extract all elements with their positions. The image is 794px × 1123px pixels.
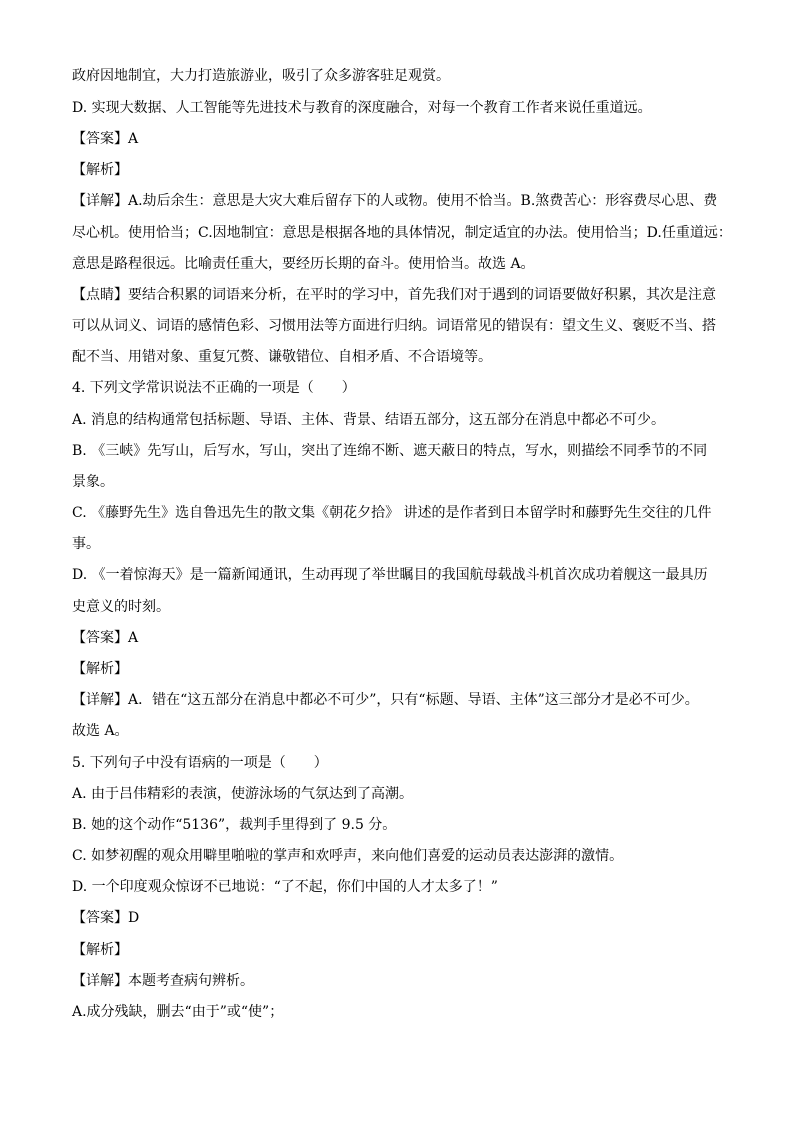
q4-option-d-1: D. 《一着惊海天》是一篇新闻通讯，生动再现了举世瞩目的我国航母载战斗机首次成功着舰这一最具历 [72, 567, 708, 583]
q5-option-c: C. 如梦初醒的观众用噼里啪啦的掌声和欢呼声，来向他们喜爱的运动员表达澎湃的激情。 [72, 848, 624, 864]
answer-label: 【答案】A [72, 131, 139, 147]
q4-analysis-label: 【解析】 [72, 661, 128, 677]
q4-option-d-2: 史意义的时刻。 [72, 599, 170, 615]
question-4: 4. 下列文学常识说法不正确的一项是（ ） [72, 380, 356, 396]
q4-option-b-2: 景象。 [72, 474, 114, 490]
q5-answer-label: 【答案】D [72, 910, 140, 926]
q5-option-d: D. 一个印度观众惊讶不已地说：“了不起，你们中国的人才太多了！” [72, 879, 498, 895]
q4-answer-label: 【答案】A [72, 630, 139, 646]
analysis-label: 【解析】 [72, 162, 128, 178]
tip-line-2: 可以从词义、词语的感情色彩、习惯用法等方面进行归纳。词语常见的错误有：望文生义、褒贬不当、搭 [72, 318, 716, 334]
detail-line-1: 【详解】A.劫后余生：意思是大灾大难后留存下的人或物。使用不恰当。B.煞费苦心：形容费尽心思、费 [72, 193, 718, 209]
q5-option-b: B. 她的这个动作“5136”，裁判手里得到了 9.5 分。 [72, 817, 397, 833]
detail-line-3: 意思是路程很远。比喻责任重大，要经历长期的奋斗。使用恰当。故选 A。 [72, 256, 535, 272]
text-line-1: 政府因地制宜，大力打造旅游业，吸引了众多游客驻足观赏。 [72, 68, 450, 84]
tip-line-3: 配不当、用错对象、重复冗赘、谦敬错位、自相矛盾、不合语境等。 [72, 349, 492, 365]
q5-option-a: A. 由于吕伟精彩的表演，使游泳场的气氛达到了高潮。 [72, 786, 414, 802]
q4-option-c-2: 事。 [72, 536, 100, 552]
q4-detail-line-2: 故选 A。 [72, 723, 129, 739]
q4-option-c-1: C. 《藤野先生》选自鲁迅先生的散文集《朝花夕拾》 讲述的是作者到日本留学时和藤野先生交往的几件 [72, 505, 712, 521]
q5-detail-line-1: 【详解】本题考查病句辨析。 [72, 973, 254, 989]
q5-detail-line-2: A.成分残缺，删去“由于”或“使”； [72, 1004, 284, 1020]
tip-line-1: 【点睛】要结合积累的词语来分析，在平时的学习中，首先我们对于遇到的词语要做好积累，其次是注意 [72, 287, 716, 303]
question-5: 5. 下列句子中没有语病的一项是（ ） [72, 755, 328, 771]
option-d-line: D. 实现大数据、人工智能等先进技术与教育的深度融合，对每一个教育工作者来说任重道远。 [72, 100, 652, 116]
q5-analysis-label: 【解析】 [72, 942, 128, 958]
detail-line-2: 尽心机。使用恰当；C.因地制宜：意思是根据各地的具体情况，制定适宜的办法。使用恰当；D.任重道远： [72, 225, 732, 241]
q4-option-a: A. 消息的结构通常包括标题、导语、主体、背景、结语五部分，这五部分在消息中都必不可少。 [72, 412, 666, 428]
q4-detail-line-1: 【详解】A．错在“这五部分在消息中都必不可少”，只有“标题、导语、主体”这三部分才是必不可少。 [72, 692, 699, 708]
q4-option-b-1: B. 《三峡》先写山，后写水，写山，突出了连绵不断、遮天蔽日的特点，写水，则描绘不同季节的不同 [72, 443, 708, 459]
